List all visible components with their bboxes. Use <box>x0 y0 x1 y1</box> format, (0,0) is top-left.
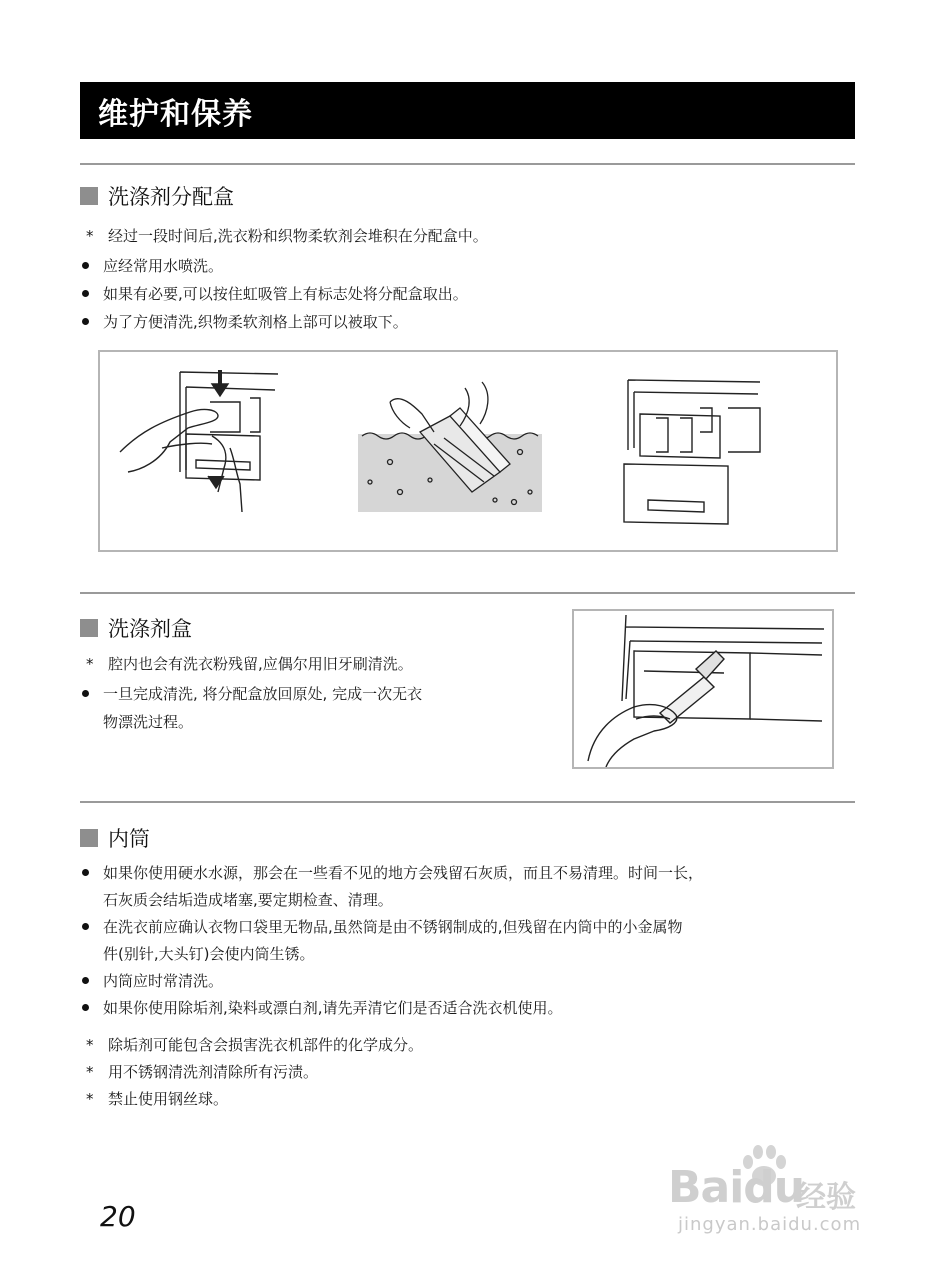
bullet-icon <box>82 869 89 876</box>
page-title-bar <box>80 82 855 139</box>
asterisk-icon: * <box>86 655 94 673</box>
list-item: 如果有必要,可以按住虹吸管上有标志处将分配盒取出。 <box>80 284 468 304</box>
baidu-watermark <box>668 1150 888 1250</box>
asterisk-icon: * <box>86 1090 94 1108</box>
list-item: * 用不锈钢清洗剂清除所有污渍。 <box>86 1063 319 1081</box>
watermark-label: 经验 <box>796 1180 856 1215</box>
list-item: 内筒应时常清洗。 <box>80 971 223 991</box>
section-divider <box>80 592 855 594</box>
bullet-icon <box>82 923 89 930</box>
square-bullet-icon <box>80 187 98 205</box>
bullet-icon <box>82 290 89 297</box>
list-item: * 除垢剂可能包含会损害洗衣机部件的化学成分。 <box>86 1036 424 1054</box>
list-item: 应经常用水喷洗。 <box>80 256 223 276</box>
page-number: 20 <box>100 1200 136 1233</box>
page-title: 维护和保养 <box>98 96 253 132</box>
bullet-icon <box>82 690 89 697</box>
list-item: 一旦完成清洗, 将分配盒放回原处, 完成一次无衣 <box>80 684 422 704</box>
square-bullet-icon <box>80 619 98 637</box>
asterisk-icon: * <box>86 227 94 245</box>
section-heading-inner-drum: 内筒 <box>80 823 150 853</box>
list-item: * 禁止使用钢丝球。 <box>86 1090 229 1108</box>
list-item: 为了方便清洗,织物柔软剂格上部可以被取下。 <box>80 312 408 332</box>
dispenser-illustrations <box>98 350 838 552</box>
bullet-icon <box>82 977 89 984</box>
section-divider <box>80 163 855 165</box>
watermark-url: jingyan.baidu.com <box>678 1214 862 1235</box>
list-item: 如果你使用硬水水源，那会在一些看不见的地方会残留石灰质，而且不易清理。时间一长， <box>80 863 703 883</box>
list-item: * 腔内也会有洗衣粉残留,应偶尔用旧牙刷清洗。 <box>86 655 413 673</box>
list-item-continuation: 石灰质会结垢造成堵塞,要定期检查、清理。 <box>103 891 393 909</box>
bullet-icon <box>82 318 89 325</box>
section-heading-dispenser: 洗涤剂分配盒 <box>80 181 234 211</box>
list-item-continuation: 件(别针,大头钉)会使内筒生锈。 <box>103 945 315 963</box>
square-bullet-icon <box>80 829 98 847</box>
dispenser-removal-illustration <box>100 352 836 550</box>
toothbrush-icon <box>574 611 832 767</box>
list-item: 在洗衣前应确认衣物口袋里无物品,虽然筒是由不锈钢制成的,但残留在内筒中的小金属物 <box>80 917 683 937</box>
toothbrush-cleaning-illustration <box>572 609 834 769</box>
section-divider <box>80 801 855 803</box>
list-item: * 经过一段时间后,洗衣粉和织物柔软剂会堆积在分配盒中。 <box>86 227 488 245</box>
list-item: 如果你使用除垢剂,染料或漂白剂,请先弄清它们是否适合洗衣机使用。 <box>80 998 563 1018</box>
section-heading-detergent-box: 洗涤剂盒 <box>80 613 192 643</box>
list-item-continuation: 物漂洗过程。 <box>103 713 194 731</box>
bullet-icon <box>82 1004 89 1011</box>
asterisk-icon: * <box>86 1063 94 1081</box>
asterisk-icon: * <box>86 1036 94 1054</box>
watermark-logo: Baidu <box>668 1162 805 1213</box>
bullet-icon <box>82 262 89 269</box>
